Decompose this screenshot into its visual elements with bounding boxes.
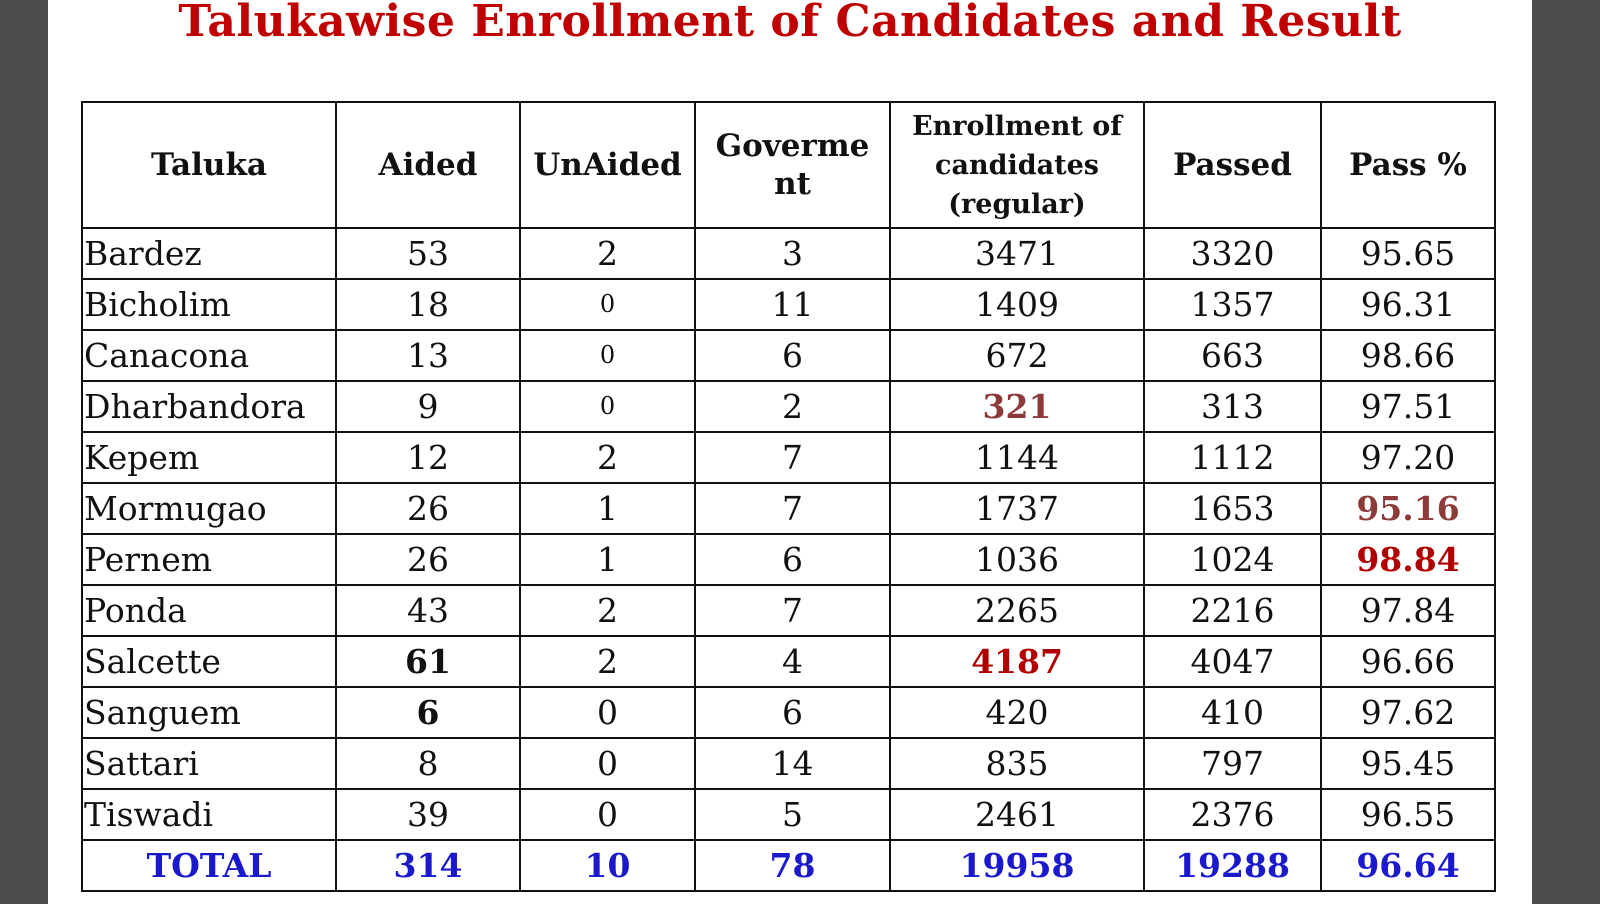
cell-aided: 9: [336, 381, 520, 432]
cell-unaided: 0: [520, 381, 695, 432]
cell-government: 4: [695, 636, 890, 687]
cell-aided: 43: [336, 585, 520, 636]
cell-taluka: Sattari: [82, 738, 336, 789]
cell-enrollment: 420: [890, 687, 1144, 738]
total-cell-aided: 314: [336, 840, 520, 891]
cell-aided: 18: [336, 279, 520, 330]
cell-pass-percent: 95.45: [1321, 738, 1495, 789]
cell-passed: 1357: [1144, 279, 1321, 330]
cell-unaided: 1: [520, 483, 695, 534]
table-row: [82, 228, 1495, 279]
cell-enrollment: 1144: [890, 432, 1144, 483]
cell-passed: 410: [1144, 687, 1321, 738]
cell-aided: 13: [336, 330, 520, 381]
cell-aided: 26: [336, 534, 520, 585]
cell-enrollment: 1737: [890, 483, 1144, 534]
table-total-row: [82, 840, 1495, 891]
total-cell-unaided: 10: [520, 840, 695, 891]
cell-government: 7: [695, 585, 890, 636]
total-cell-pass-percent: 96.64: [1321, 840, 1495, 891]
cell-aided: 12: [336, 432, 520, 483]
cell-unaided: 1: [520, 534, 695, 585]
cell-unaided: 0: [520, 738, 695, 789]
header-enrollment: Enrollment of candidates (regular): [890, 102, 1144, 228]
total-cell-government: 78: [695, 840, 890, 891]
cell-passed: 1112: [1144, 432, 1321, 483]
table-row: [82, 381, 1495, 432]
cell-unaided: 2: [520, 228, 695, 279]
cell-taluka: Sanguem: [82, 687, 336, 738]
cell-enrollment: 4187: [890, 636, 1144, 687]
cell-pass-percent: 97.84: [1321, 585, 1495, 636]
header-passed: Passed: [1144, 102, 1321, 228]
cell-government: 7: [695, 432, 890, 483]
cell-unaided: 0: [520, 279, 695, 330]
cell-unaided: 2: [520, 585, 695, 636]
table-row: [82, 279, 1495, 330]
cell-aided: 53: [336, 228, 520, 279]
cell-enrollment: 2265: [890, 585, 1144, 636]
table-row: [82, 534, 1495, 585]
cell-taluka: Ponda: [82, 585, 336, 636]
cell-government: 2: [695, 381, 890, 432]
cell-enrollment: 2461: [890, 789, 1144, 840]
cell-aided: 39: [336, 789, 520, 840]
cell-enrollment: 1409: [890, 279, 1144, 330]
cell-enrollment: 321: [890, 381, 1144, 432]
cell-taluka: Dharbandora: [82, 381, 336, 432]
cell-government: 3: [695, 228, 890, 279]
table-body: [82, 228, 1495, 891]
document-page: [48, 0, 1532, 904]
cell-passed: 1024: [1144, 534, 1321, 585]
cell-enrollment: 672: [890, 330, 1144, 381]
cell-taluka: Tiswadi: [82, 789, 336, 840]
cell-pass-percent: 97.51: [1321, 381, 1495, 432]
cell-taluka: Bicholim: [82, 279, 336, 330]
cell-taluka: Canacona: [82, 330, 336, 381]
cell-aided: 6: [336, 687, 520, 738]
cell-passed: 663: [1144, 330, 1321, 381]
header-unaided: UnAided: [520, 102, 695, 228]
cell-unaided: 2: [520, 636, 695, 687]
cell-passed: 1653: [1144, 483, 1321, 534]
cell-passed: 2216: [1144, 585, 1321, 636]
header-pass-percent: Pass %: [1321, 102, 1495, 228]
cell-pass-percent: 96.55: [1321, 789, 1495, 840]
cell-passed: 313: [1144, 381, 1321, 432]
cell-pass-percent: 98.84: [1321, 534, 1495, 585]
cell-passed: 3320: [1144, 228, 1321, 279]
cell-government: 11: [695, 279, 890, 330]
table-row: [82, 483, 1495, 534]
table-header-row: [82, 102, 1495, 228]
cell-taluka: Bardez: [82, 228, 336, 279]
total-cell-taluka: TOTAL: [82, 840, 336, 891]
cell-enrollment: 1036: [890, 534, 1144, 585]
total-cell-enrollment: 19958: [890, 840, 1144, 891]
cell-pass-percent: 95.65: [1321, 228, 1495, 279]
table-row: [82, 636, 1495, 687]
table-row: [82, 789, 1495, 840]
header-taluka: Taluka: [82, 102, 336, 228]
cell-taluka: Kepem: [82, 432, 336, 483]
cell-aided: 61: [336, 636, 520, 687]
cell-taluka: Mormugao: [82, 483, 336, 534]
cell-passed: 797: [1144, 738, 1321, 789]
cell-pass-percent: 96.31: [1321, 279, 1495, 330]
cell-pass-percent: 97.20: [1321, 432, 1495, 483]
header-aided: Aided: [336, 102, 520, 228]
enrollment-result-table: [81, 101, 1496, 892]
cell-government: 6: [695, 330, 890, 381]
cell-unaided: 0: [520, 789, 695, 840]
cell-aided: 8: [336, 738, 520, 789]
cell-unaided: 0: [520, 330, 695, 381]
cell-pass-percent: 97.62: [1321, 687, 1495, 738]
table-row: [82, 738, 1495, 789]
cell-taluka: Salcette: [82, 636, 336, 687]
header-government: Goverme nt: [695, 102, 890, 228]
cell-government: 6: [695, 534, 890, 585]
table-row: [82, 330, 1495, 381]
total-cell-passed: 19288: [1144, 840, 1321, 891]
cell-government: 5: [695, 789, 890, 840]
cell-passed: 2376: [1144, 789, 1321, 840]
cell-unaided: 2: [520, 432, 695, 483]
cell-unaided: 0: [520, 687, 695, 738]
cell-government: 14: [695, 738, 890, 789]
document-title: Talukawise Enrollment of Candidates and Result: [178, 0, 1402, 47]
table-row: [82, 687, 1495, 738]
cell-pass-percent: 98.66: [1321, 330, 1495, 381]
cell-taluka: Pernem: [82, 534, 336, 585]
cell-enrollment: 835: [890, 738, 1144, 789]
cell-passed: 4047: [1144, 636, 1321, 687]
cell-aided: 26: [336, 483, 520, 534]
table-row: [82, 585, 1495, 636]
cell-pass-percent: 96.66: [1321, 636, 1495, 687]
cell-pass-percent: 95.16: [1321, 483, 1495, 534]
cell-government: 6: [695, 687, 890, 738]
table-row: [82, 432, 1495, 483]
cell-government: 7: [695, 483, 890, 534]
cell-enrollment: 3471: [890, 228, 1144, 279]
